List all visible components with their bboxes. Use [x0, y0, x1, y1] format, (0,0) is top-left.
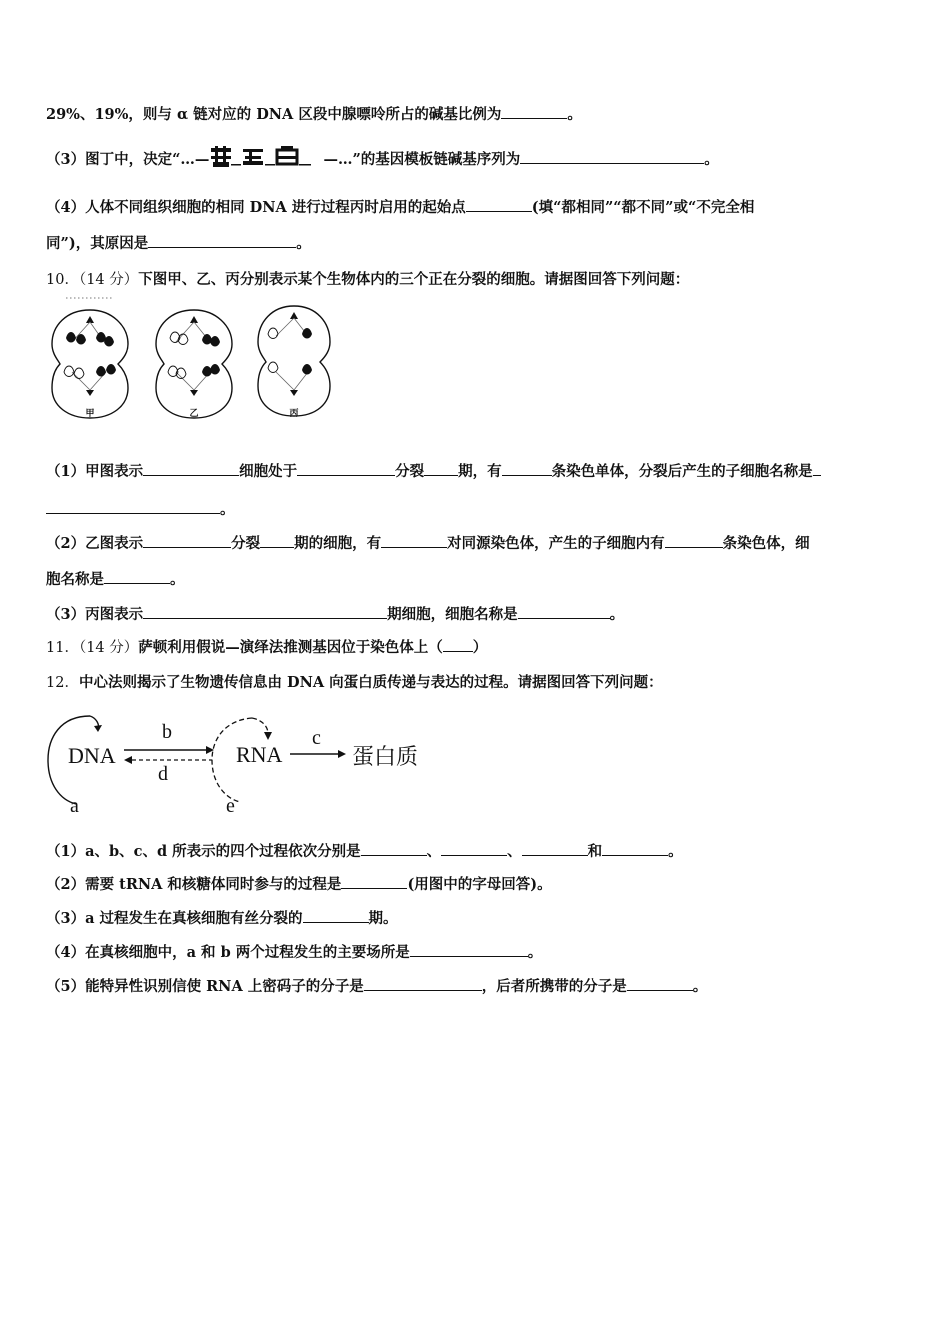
dna-label: DNA: [68, 743, 116, 768]
process-d-label: d: [158, 763, 168, 785]
blank[interactable]: [361, 841, 427, 856]
blank[interactable]: [148, 233, 296, 248]
q12-s3: （3）a 过程发生在真核细胞有丝分裂的 期。: [46, 910, 398, 927]
blank[interactable]: [143, 533, 231, 548]
q9-line-1: 29%、19%，则与 α 链对应的 DNA 区段中腺嘌呤所占的碱基比例为 。: [46, 106, 582, 123]
q10-s2-line-1: （2）乙图表示 分裂 期的细胞，有 对同源染色体，产生的子细胞内有 条染色体，细: [46, 535, 810, 552]
cell-division-figure: [46, 292, 336, 426]
blank[interactable]: [381, 533, 447, 548]
q10-s3: （3）丙图表示 期细胞，细胞名称是 。: [46, 606, 625, 623]
blank[interactable]: [297, 461, 395, 476]
q12-heading: 12．中心法则揭示了生物遗传信息由 DNA 向蛋白质传递与表达的过程。请据图回答下列问题：: [46, 674, 663, 691]
rna-label: RNA: [236, 742, 283, 767]
q9-text: 29%、19%，则与 α 链对应的 DNA 区段中腺嘌呤所占的碱基比例为: [46, 106, 502, 123]
q9-line-2: （3）图丁中，决定“…— —…”的基因模板链碱基序列为 。: [46, 146, 719, 170]
cell-label: 丙: [289, 409, 299, 419]
blank[interactable]: [602, 841, 668, 856]
cell-yi: [156, 310, 232, 418]
blank[interactable]: [260, 533, 294, 548]
q12-s4: （4）在真核细胞中，a 和 b 两个过程发生的主要场所是 。: [46, 944, 543, 961]
blank[interactable]: [424, 461, 458, 476]
cell-jia: [52, 310, 128, 418]
blank[interactable]: [104, 569, 170, 584]
process-c-label: c: [312, 727, 321, 749]
blank[interactable]: [813, 461, 821, 476]
blank[interactable]: [143, 604, 387, 619]
amino-acid-sequence-icon: [209, 146, 323, 170]
blank[interactable]: [364, 976, 482, 991]
q11: 11．（14 分）萨顿利用假说—演绎法推测基因位于染色体上（ ）: [46, 639, 488, 656]
q9-line-3: （4）人体不同组织细胞的相同 DNA 进行过程丙时启用的起始点 (填“都相同”“都不同”或“不完全相: [46, 199, 755, 216]
blank[interactable]: [520, 149, 704, 164]
q10-s1-line-1: （1）甲图表示 细胞处于 分裂 期，有 条染色单体，分裂后产生的子细胞名称是: [46, 460, 821, 481]
q12-s2: （2）需要 tRNA 和核糖体同时参与的过程是 (用图中的字母回答)。: [46, 876, 552, 893]
blank[interactable]: [46, 499, 220, 514]
cell-bing: [258, 306, 330, 416]
cell-label: 甲: [85, 409, 95, 419]
blank[interactable]: [441, 841, 507, 856]
blank[interactable]: [501, 104, 567, 119]
q12-s5: （5）能特异性识别信使 RNA 上密码子的分子是 ，后者所携带的分子是 。: [46, 978, 708, 995]
central-dogma-diagram: [40, 708, 440, 818]
q9-line-4: 同”)，其原因是 。: [46, 235, 311, 252]
q12-s1: （1）a、b、c、d 所表示的四个过程依次分别是 、 、 和 。: [46, 843, 683, 860]
protein-label: 蛋白质: [352, 745, 419, 770]
answer-blank[interactable]: [443, 637, 473, 652]
process-e-label: e: [226, 795, 235, 817]
blank[interactable]: [143, 461, 239, 476]
blank[interactable]: [522, 841, 588, 856]
blank[interactable]: [303, 908, 369, 923]
q10-s2-line-2: 胞名称是 。: [46, 571, 185, 588]
blank[interactable]: [410, 942, 528, 957]
blank[interactable]: [665, 533, 723, 548]
blank[interactable]: [341, 874, 407, 889]
q10-s1-line-2: 。: [46, 498, 235, 519]
blank[interactable]: [502, 461, 552, 476]
process-b-label: b: [162, 721, 172, 743]
process-a-label: a: [70, 795, 79, 817]
blank[interactable]: [627, 976, 693, 991]
cell-label: 乙: [189, 409, 199, 419]
q10-heading: 10．（14 分）下图甲、乙、丙分别表示某个生物体内的三个正在分裂的细胞。请据图回答下列问题：: [46, 271, 690, 288]
blank[interactable]: [518, 604, 610, 619]
blank[interactable]: [466, 197, 532, 212]
